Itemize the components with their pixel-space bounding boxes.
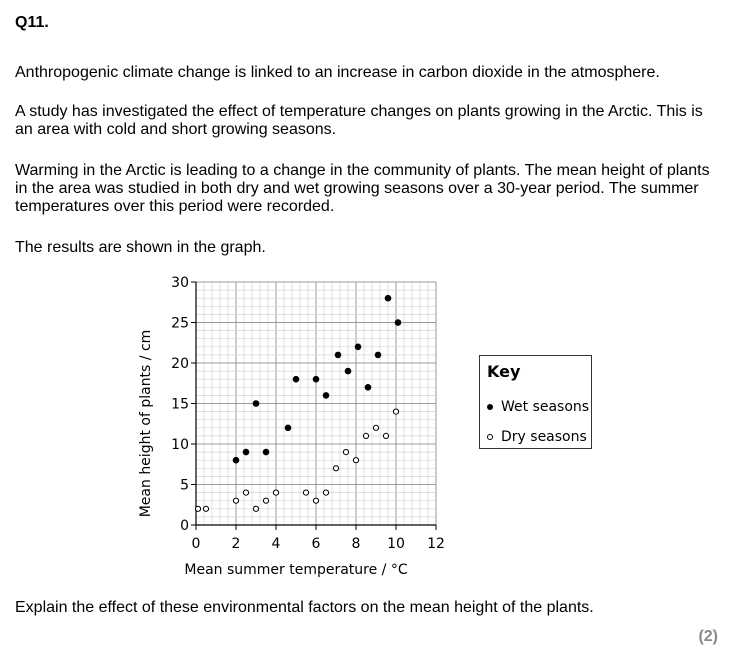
dry-season-point [203,506,208,511]
wet-season-point [263,449,270,456]
y-tick-label: 5 [180,477,189,494]
y-axis-label: Mean height of plants / cm [138,329,154,518]
key-entry-dry [487,429,587,445]
dry-season-point [333,466,338,471]
warming-paragraph: Warming in the Arctic is leading to a change in the community of plants. The mean height of plants in the area was studied in both dry and wet growing seasons over a 30-year period. The summer temperatures over this period were recorded. [15,162,710,215]
x-tick-label: 0 [191,536,201,552]
key-label-wet: Wet seasons [501,399,590,415]
x-tick-label: 12 [427,536,445,552]
wet-season-point [335,352,342,359]
dry-season-point [195,506,200,511]
y-tick-label: 10 [171,437,189,453]
wet-season-point [293,376,300,383]
wet-season-point [365,384,372,391]
x-tick-label: 2 [231,536,241,552]
y-tick-label: 15 [171,396,189,413]
scatter-chart [120,270,470,590]
question-number: Q11. [15,14,49,31]
intro-paragraph: Anthropogenic climate change is linked to an increase in carbon dioxide in the atmosphere. [15,64,660,81]
key-title: Key [487,362,521,381]
x-tick-label: 4 [271,536,281,552]
wet-season-point [375,352,382,359]
wet-season-point [355,344,362,351]
wet-season-point [285,425,292,432]
x-axis-label: Mean summer temperature / °C [184,562,408,578]
dry-season-point [383,433,388,438]
y-tick-label: 20 [171,356,189,372]
dry-season-point [243,490,248,495]
wet-season-point [243,449,250,456]
wet-season-point [253,400,260,407]
study-paragraph: A study has investigated the effect of temperature changes on plants growing in the Arctic. This is an area with cold and short growing seasons. [15,103,703,138]
question-prompt: Explain the effect of these environmental factors on the mean height of the plants. [15,599,594,616]
dry-season-point [303,490,308,495]
y-tick-label: 0 [180,518,189,534]
dry-season-point [373,425,378,430]
y-tick-label: 30 [171,275,189,291]
dry-season-point [263,498,268,503]
filled-dot-icon [487,404,493,410]
marks-indicator: (2) [698,628,718,645]
dry-season-point [363,433,368,438]
wet-season-point [395,319,402,326]
dry-season-point [353,458,358,463]
key-label-dry: Dry seasons [501,429,587,445]
x-tick-label: 8 [351,536,361,552]
y-tick-label: 25 [171,315,189,332]
dry-season-point [253,506,258,511]
chart-key [479,355,592,449]
x-tick-label: 10 [387,536,405,552]
wet-season-point [385,295,392,302]
key-entry-wet [487,399,589,415]
dry-season-point [313,498,318,503]
wet-season-point [233,457,240,464]
dry-season-point [233,498,238,503]
dry-season-point [343,450,348,455]
wet-season-point [323,392,330,399]
dry-season-point [393,409,398,414]
wet-season-point [345,368,352,375]
open-circle-icon [487,434,493,440]
results-paragraph: The results are shown in the graph. [15,239,266,256]
x-tick-label: 6 [311,536,321,552]
dry-season-point [323,490,328,495]
wet-season-point [313,376,320,383]
dry-season-point [273,490,278,495]
